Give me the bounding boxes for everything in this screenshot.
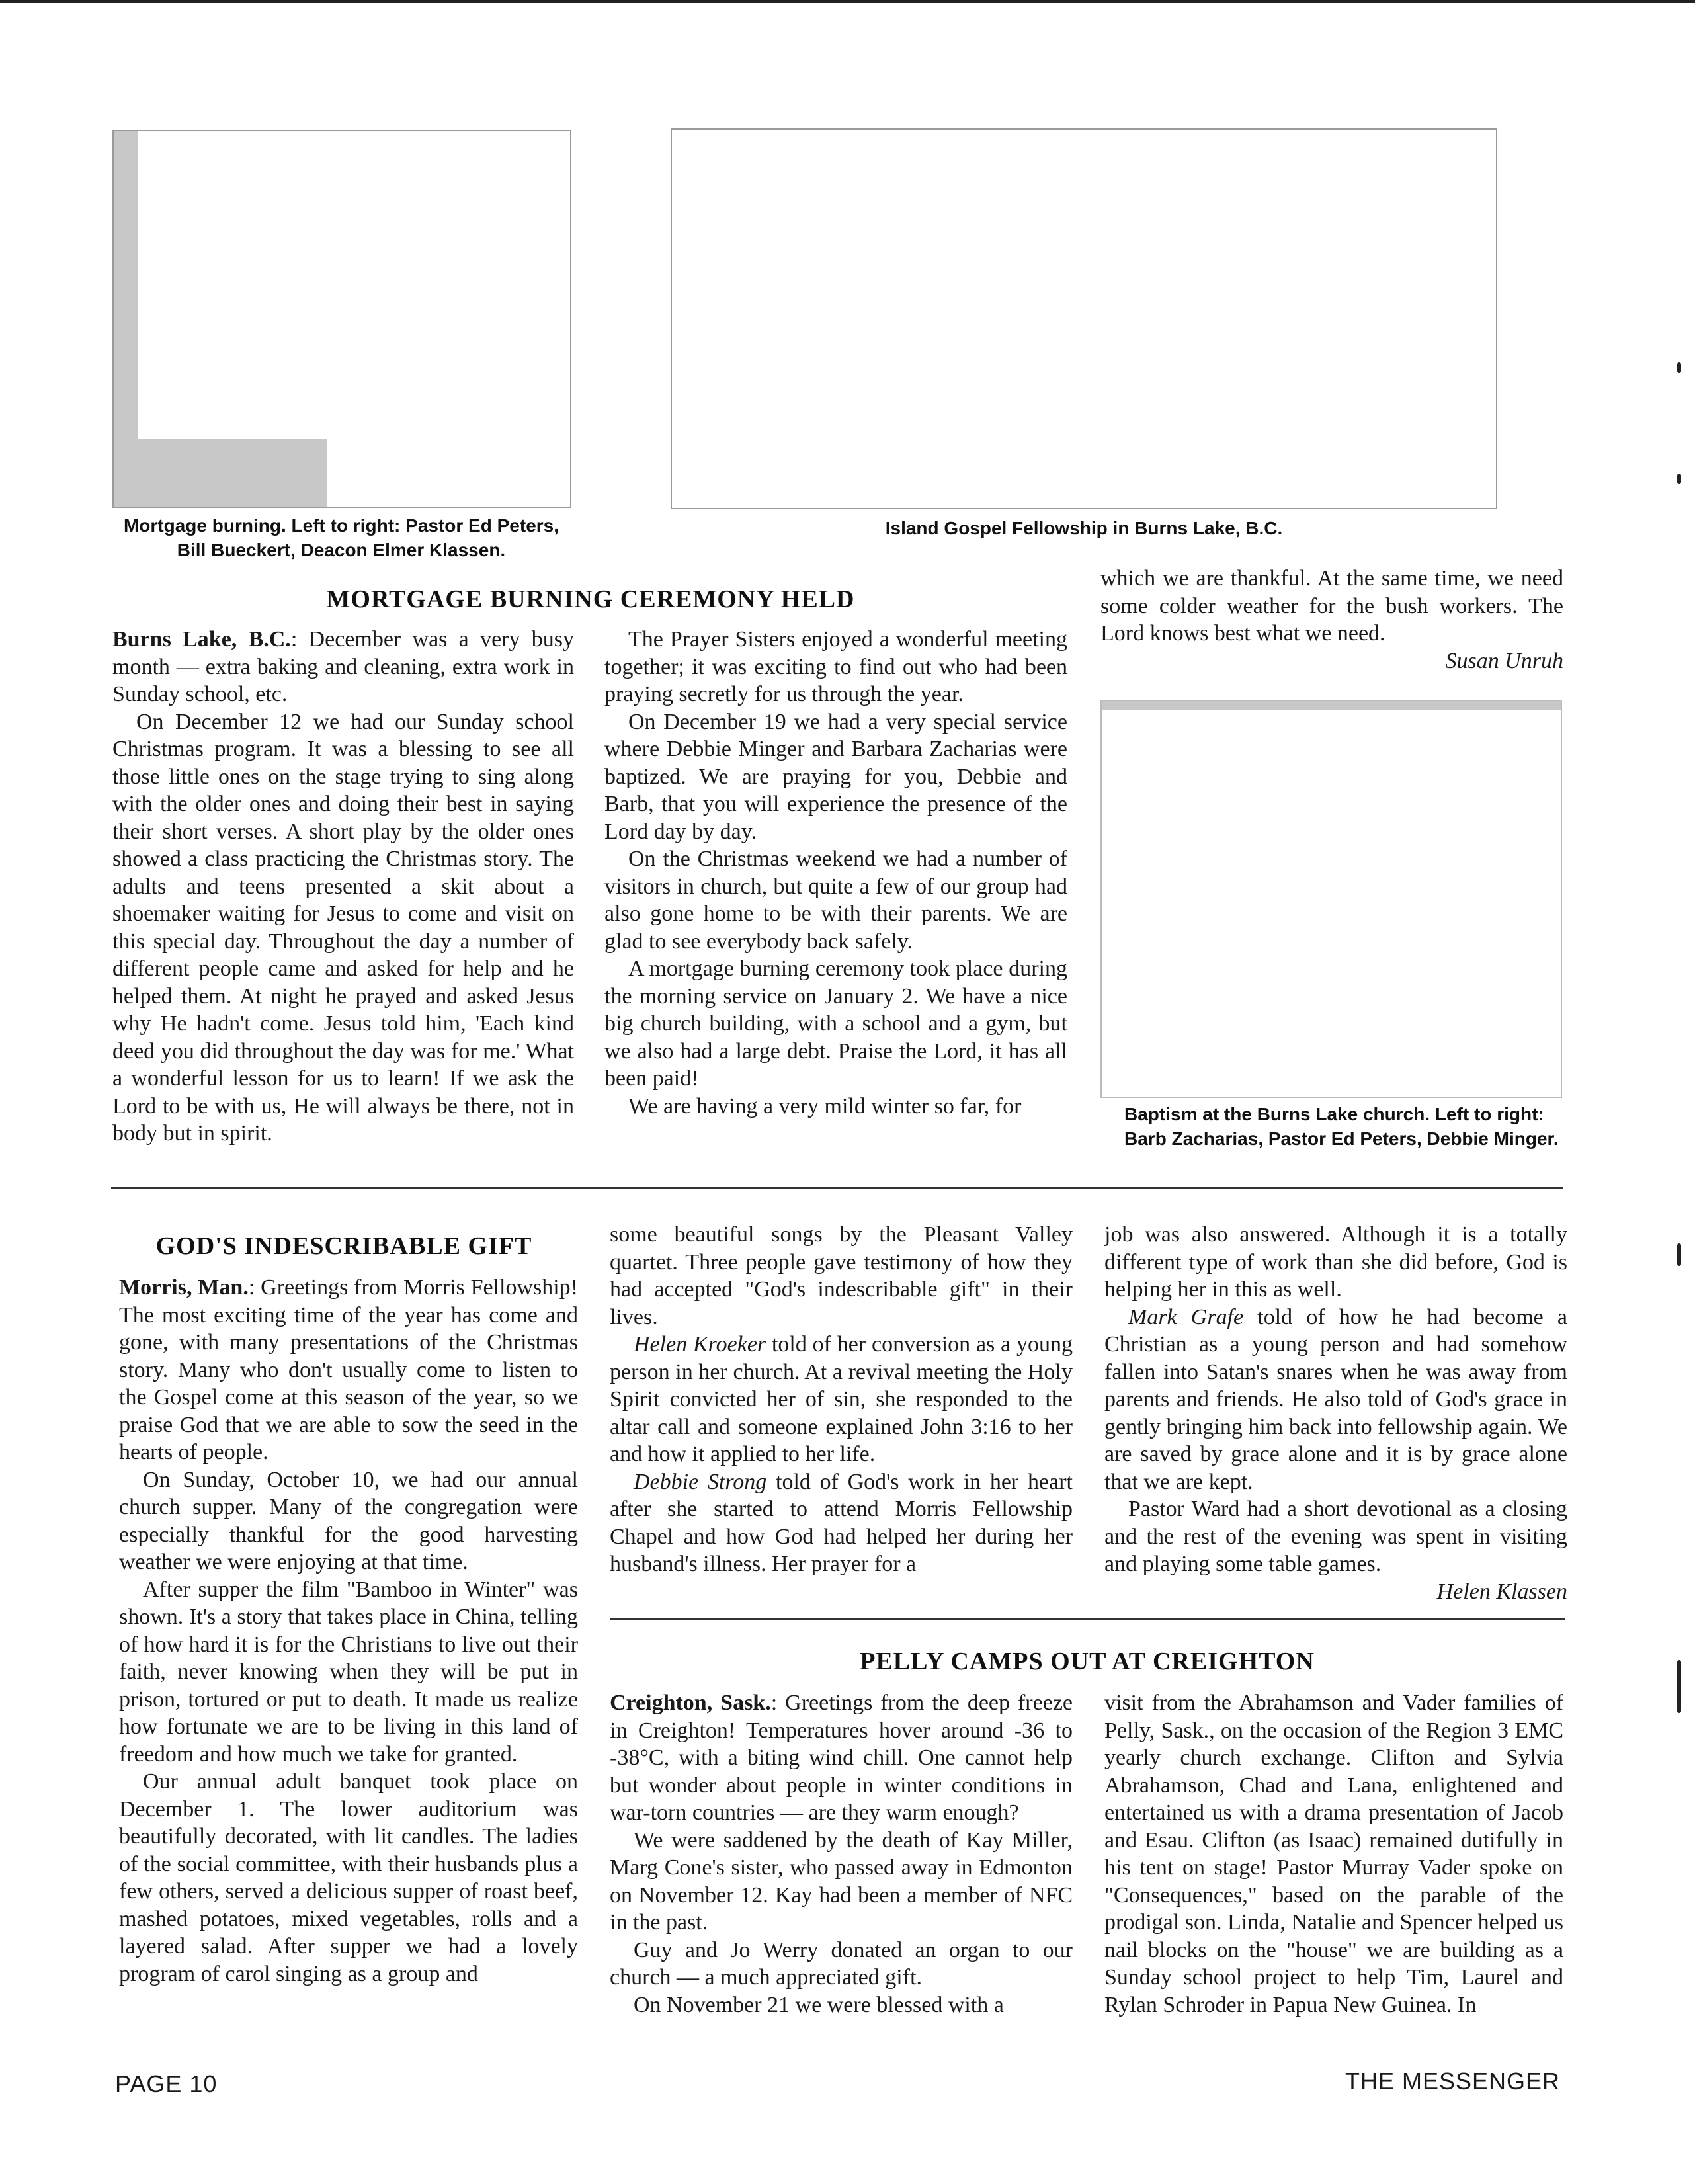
paragraph <box>610 1689 1073 1827</box>
scan-mark <box>1677 1243 1681 1266</box>
paragraph: The Prayer Sisters enjoyed a wonderful meeting together; it was exciting to find out who had been praying secretly for us through the year. <box>604 627 1067 706</box>
top-border <box>0 0 1695 3</box>
author-signature: Helen Klassen <box>1436 1579 1567 1604</box>
paragraph: which we are thankful. At the same time, we need some colder weather for the bush workers. The Lord knows best what we need. <box>1100 566 1563 646</box>
paragraph: Guy and Jo Werry donated an organ to our church — a much appreciated gift. <box>610 1937 1073 1990</box>
paragraph <box>610 1468 1073 1578</box>
paragraph <box>1104 1304 1567 1496</box>
paragraph: Pastor Ward had a short devotional as a closing and the rest of the evening was spent in visiting and playing some table games. <box>1104 1497 1567 1576</box>
speaker-name: Helen Kroeker <box>634 1332 766 1357</box>
article3-col2 <box>1104 1689 1563 2019</box>
dateline-place: Burns Lake, B.C. <box>112 627 291 651</box>
paragraph-text: : Greetings from the deep freeze in Creighton! Temperatures hover around -36 to -38°C, with a biting wind chill. One cannot help but wonder about people in winter conditions in war-torn countries — are they warm enough? <box>610 1691 1073 1825</box>
paragraph: job was also answered. Although it is a totally different type of work than she did before, God is helping her in this as well. <box>1104 1222 1567 1302</box>
speaker-name: Mark Grafe <box>1128 1304 1244 1329</box>
paragraph: On November 21 we were blessed with a <box>634 1992 1004 2017</box>
page-number: PAGE 10 <box>115 2070 218 2097</box>
article1-col2 <box>604 626 1067 1120</box>
paragraph-text: told of her conversion as a young person in her church. At a revival meeting the Holy Spirit convicted her of sin, she responded to the altar call and someone explained John 3:16 to her and how it applied to her life. <box>610 1332 1073 1466</box>
paragraph <box>119 1274 578 1466</box>
paragraph <box>112 626 574 708</box>
photo-shadow <box>1102 701 1561 710</box>
article3-col1 <box>610 1689 1073 2019</box>
paragraph-text: told of God's work in her heart after she started to attend Morris Fellowship Chapel and how God had helped her during her husband's illness. Her prayer for a <box>610 1469 1073 1576</box>
paragraph: We are having a very mild winter so far, for <box>628 1093 1022 1118</box>
baptism-photo <box>1100 700 1562 1098</box>
dateline-place: Creighton, Sask. <box>610 1691 771 1715</box>
island-caption: Island Gospel Fellowship in Burns Lake, B.C. <box>885 518 1283 538</box>
publication-name: THE MESSENGER <box>1344 2068 1560 2095</box>
article1-col3 <box>1100 565 1563 675</box>
article-headline: GOD'S INDESCRIBABLE GIFT <box>155 1232 532 1260</box>
paragraph: On December 19 we had a very special service where Debbie Minger and Barbara Zacharias were baptized. We are praying for you, Debbie and Barb, that you will experience the presence of the Lord day by day. <box>604 709 1067 844</box>
paragraph <box>610 1331 1073 1468</box>
paragraph-text: : Greetings from Morris Fellowship! The most exciting time of the year has come and gone, with many presentations of the Christmas story. Many who don't usually come to listen to the Gospel come at this season of the year, so we praise God that we are able to sow the seed in the hearts of people. <box>119 1275 579 1464</box>
paragraph: some beautiful songs by the Pleasant Valley quartet. Three people gave testimony of how they had accepted "God's indescribable gift" in their lives. <box>610 1222 1073 1329</box>
paragraph: visit from the Abrahamson and Vader families of Pelly, Sask., on the occasion of the Region 3 EMC yearly church exchange. Clifton and Sylvia Abrahamson, Chad and Lana, enlightened and entertained us with a drama presentation of Jacob and Esau. Clifton (as Isaac) remained dutifully in his tent on stage! Pastor Murray Vader spoke on "Consequences," based on the parable of the prodigal son. Linda, Natalie and Spencer helped us nail blocks on the "house" we are building as a Sunday school project to help Tim, Laurel and Rylan Schroder in Papua New Guinea. In <box>1104 1691 1563 2017</box>
author-signature: Susan Unruh <box>1445 648 1563 673</box>
article-headline: PELLY CAMPS OUT AT CREIGHTON <box>860 1648 1315 1675</box>
article2-col1 <box>119 1274 578 1988</box>
scan-mark <box>1677 474 1681 484</box>
baptism-caption: Baptism at the Burns Lake church. Left to right: Barb Zacharias, Pastor Ed Peters, Debbie Minger. <box>1124 1104 1559 1149</box>
paragraph: On the Christmas weekend we had a number of visitors in church, but quite a few of our group had also gone home to be with their parents. We are glad to see everybody back safely. <box>604 847 1067 954</box>
paragraph: After supper the film "Bamboo in Winter" was shown. It's a story that takes place in China, telling of how hard it is for the Christians to live out their faith, never knowing when they will be put in prison, tortured or put to death. It made us realize how fortunate we are to be living in this land of freedom and how much we take for granted. <box>119 1577 578 1767</box>
photo-shadow <box>114 439 327 507</box>
dateline-place: Morris, Man. <box>119 1275 249 1300</box>
mortgage-photo <box>112 130 571 508</box>
paragraph-text: told of how he had become a Christian as a young person and had somehow fallen into Satan's snares when he was away from parents and friends. He also told of God's grace in gently bringing him back into fellowship again. We are saved by grace alone and it is by grace alone that we are kept. <box>1104 1304 1567 1494</box>
section-divider <box>111 1187 1563 1189</box>
article2-col3 <box>1104 1221 1567 1605</box>
photo-blank <box>138 135 569 438</box>
mortgage-caption: Mortgage burning. Left to right: Pastor Ed Peters, Bill Bueckert, Deacon Elmer Klassen. <box>123 515 559 560</box>
paragraph: On Sunday, October 10, we had our annual church supper. Many of the congregation were especially thankful for the good harvesting weather we were enjoying at that time. <box>119 1467 578 1574</box>
section-divider <box>610 1618 1565 1620</box>
island-photo <box>671 128 1497 509</box>
paragraph-text: : December was a very busy month — extra baking and cleaning, extra work in Sunday school, etc. <box>112 627 574 706</box>
paragraph: A mortgage burning ceremony took place during the morning service on January 2. We have a nice big church building, with a school and a gym, but we also had a large debt. Praise the Lord, it has all been paid! <box>604 956 1067 1091</box>
paragraph: On December 12 we had our Sunday school Christmas program. It was a blessing to see all those little ones on the stage trying to sing along with the older ones and doing their best in saying their short verses. A short play by the older ones showed a class practicing the Christmas story. The adults and teens presented a skit about a shoemaker waiting for Jesus to come and visit on this special day. Throughout the day a number of different people came and asked for help and he helped them. At night he prayed and asked Jesus why He hadn't come. Jesus told him, 'Each kind deed you did throughout the day was for me.' What a wonderful lesson for us to learn! If we ask the Lord to be with us, He will always be there, not in body but in spirit. <box>112 709 574 1146</box>
article1-col1 <box>112 626 574 1148</box>
speaker-name: Debbie Strong <box>634 1469 767 1494</box>
paragraph: We were saddened by the death of Kay Miller, Marg Cone's sister, who passed away in Edmonton on November 12. Kay had been a member of NFC in the past. <box>610 1827 1073 1935</box>
scan-mark <box>1677 362 1681 373</box>
article-headline: MORTGAGE BURNING CEREMONY HELD <box>326 585 855 613</box>
article2-col2 <box>610 1221 1073 1578</box>
paragraph: Our annual adult banquet took place on December 1. The lower auditorium was beautifully decorated, with lit candles. The ladies of the social committee, with their husbands plus a few others, served a delicious supper of roast beef, mashed potatoes, mixed vegetables, rolls and a layered salad. After supper we had a lovely program of carol singing as a group and <box>119 1769 578 1986</box>
scan-mark <box>1677 1660 1681 1713</box>
